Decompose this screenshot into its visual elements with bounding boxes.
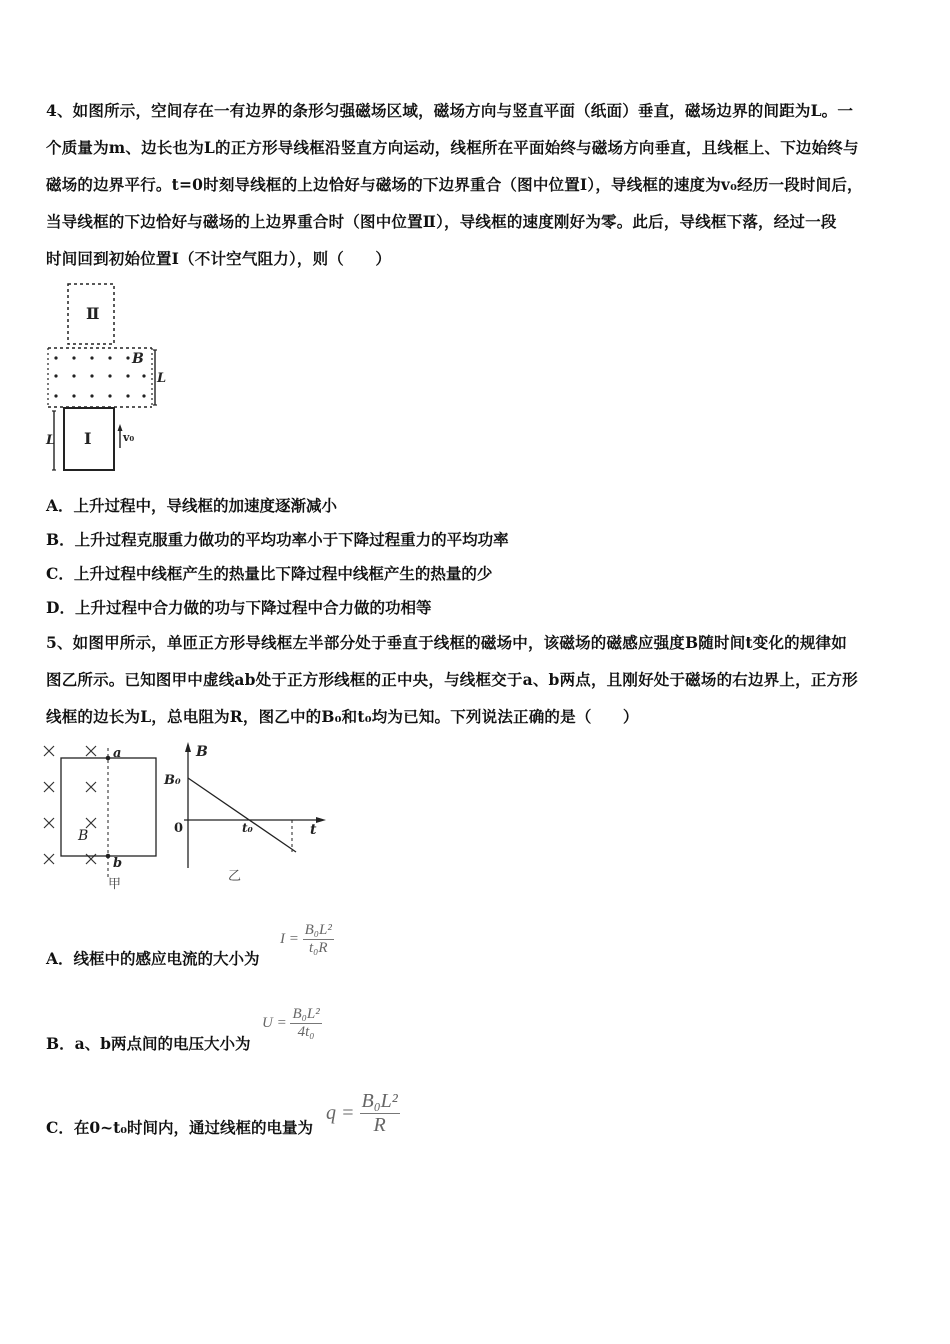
label-B: B: [132, 351, 144, 367]
label-B-field: B: [78, 828, 89, 844]
q4-stem-line-4: 当导线框的下边恰好与磁场的上边界重合时（图中位置Ⅱ），导线框的速度刚好为零。此后，导线框下落，经过一段: [46, 212, 837, 231]
label-L-left: L: [46, 433, 56, 448]
formula-C-denominator: R: [373, 1114, 386, 1136]
q5-stem-line-1: 5、如图甲所示，单匝正方形导线框左半部分处于垂直于线框的磁场中，该磁场的磁感应强度B随时间t变化的规律如: [46, 633, 847, 652]
q4-option-A[interactable]: A．上升过程中，导线框的加速度逐渐减小: [46, 496, 338, 515]
formula-C-numerator: B₀L²: [361, 1090, 398, 1112]
formula-C-lhs: q =: [326, 1102, 355, 1124]
formula-A-numerator: B₀L²: [304, 922, 332, 938]
q5-stem-line-3: 线框的边长为L，总电阻为R，图乙中的B₀和t₀均为已知。下列说法正确的是（ ）: [46, 707, 639, 726]
label-position-I: Ⅰ: [84, 429, 92, 448]
q4-option-D[interactable]: D．上升过程中合力做的功与下降过程中合力做的功相等: [46, 598, 432, 617]
q4-stem-line-1: 4、如图所示，空间存在一有边界的条形匀强磁场区域，磁场方向与竖直平面（纸面）垂直，磁场边界的间距为L。一: [46, 101, 854, 120]
tick-label-t0: t₀: [242, 821, 253, 835]
formula-B-lhs: U =: [262, 1015, 287, 1031]
tick-label-B0: B₀: [164, 773, 181, 788]
formula-A-denominator: t₀R: [308, 940, 328, 956]
label-position-II: Ⅱ: [86, 304, 100, 323]
label-b: b: [113, 856, 123, 871]
axis-label-B: B: [196, 744, 208, 760]
q5-figures: [40, 740, 340, 895]
formula-B: [262, 1006, 322, 1041]
B-vs-t-line: [188, 778, 296, 852]
figure-yi: [163, 742, 326, 884]
label-v0: v₀: [123, 431, 135, 444]
formula-A: [280, 922, 334, 957]
formula-B-denominator: 4t₀: [297, 1024, 315, 1040]
q5-stem-line-2: 图乙所示。已知图甲中虚线ab处于正方形线框的正中央，与线框交于a、b两点，且刚好处于磁场的右边界上，正方形: [46, 670, 858, 689]
label-L-right: L: [157, 371, 167, 386]
formula-B-numerator: B₀L²: [292, 1006, 320, 1022]
q5-option-C[interactable]: C．在0~t₀时间内，通过线框的电量为: [46, 1118, 314, 1137]
axis-label-t: t: [310, 822, 317, 838]
q4-option-C[interactable]: C．上升过程中线框产生的热量比下降过程中线框产生的热量的少: [46, 564, 493, 583]
origin-label: 0: [174, 821, 184, 836]
q4-option-B[interactable]: B．上升过程克服重力做功的平均功率小于下降过程重力的平均功率: [46, 530, 509, 549]
magnetic-field-crosses: [44, 746, 96, 864]
figure-jia: [44, 746, 156, 892]
formula-A-lhs: I =: [280, 931, 299, 947]
q5-option-B[interactable]: B．a、b两点间的电压大小为: [46, 1034, 251, 1053]
q4-stem-line-5: 时间回到初始位置Ⅰ（不计空气阻力），则（ ）: [46, 249, 392, 268]
q5-option-A[interactable]: A．线框中的感应电流的大小为: [46, 949, 260, 968]
q4-stem-line-2: 个质量为m、边长也为L的正方形导线框沿竖直方向运动，线框所在平面始终与磁场方向垂直，且线框上、下边始终与: [46, 138, 859, 157]
q4-magnetic-field-figure: [44, 278, 167, 476]
label-a: a: [113, 746, 122, 761]
caption-jia: 甲: [108, 877, 122, 892]
formula-C: [326, 1090, 400, 1137]
q4-stem-line-3: 磁场的边界平行。t=0时刻导线框的上边恰好与磁场的下边界重合（图中位置Ⅰ），导线框的速度为v₀经历一段时间后，: [46, 175, 863, 194]
caption-yi: 乙: [228, 869, 242, 884]
